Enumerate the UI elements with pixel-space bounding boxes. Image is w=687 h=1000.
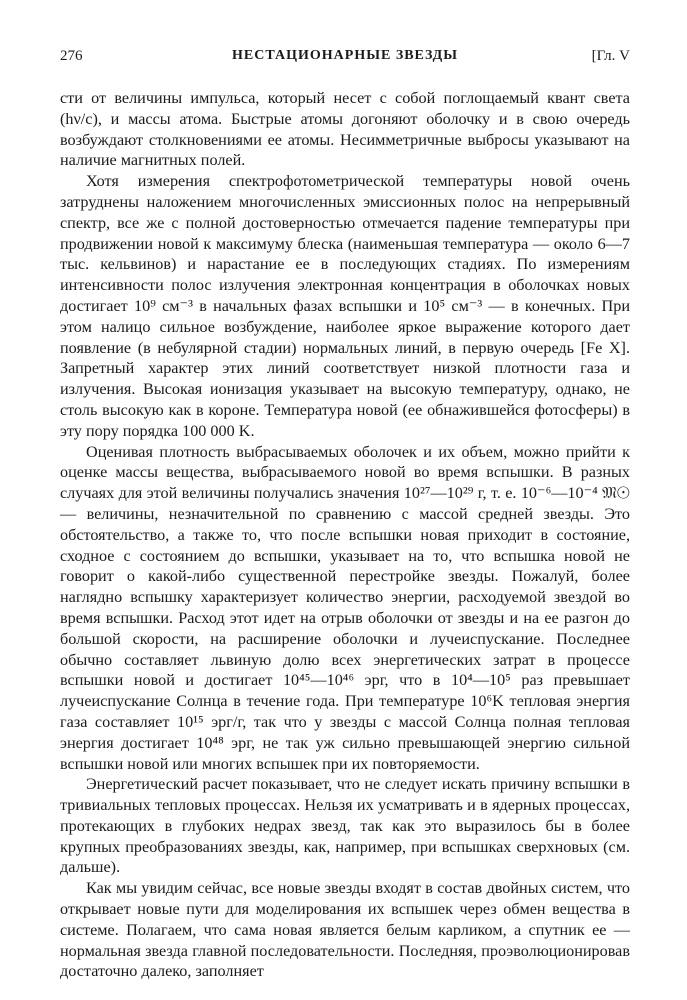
paragraph: Энергетический расчет показывает, что не следует искать причину вспышки в тривиальных тепловых процессах. Нельзя их усматривать и в ядерных процессах, протекающих в глубоких недрах звезд, так как это выразилось бы в более крупных преобразованиях звезды, как, например, при вспышках сверхновых (см. дальше). — [60, 775, 630, 877]
body-text — [60, 88, 630, 982]
running-header — [60, 48, 630, 72]
paragraph: Как мы увидим сейчас, все новые звезды входят в состав двойных систем, что открывает новые пути для моделирования их вспышек через обмен вещества в системе. Полагаем, что сама новая является белым карликом, а спутник ее — нормальная звезда главной последовательности. Последняя, проэволюционировав достаточно далеко, заполняет — [60, 879, 630, 981]
paragraph-continued: сти от величины импульса, который несет с собой поглощаемый квант света (hν/c), и массы атома. Быстрые атомы догоняют оболочку и в свою очередь возбуждают столкновениями ее атомы. Несимметричные выбросы указывают на наличие магнитных полей. — [60, 89, 630, 170]
page-number: 276 — [60, 48, 83, 64]
chapter-marker: [Гл. V — [591, 48, 630, 64]
running-title: НЕСТАЦИОНАРНЫЕ ЗВЕЗДЫ — [232, 48, 458, 63]
paragraph: Оценивая плотность выбрасываемых оболочек и их объем, можно прийти к оценке массы вещества, выбрасываемого новой во время вспышки. В разных случаях для этой величины получались значения 10²⁷—10²⁹ г, т. е. 10⁻⁶—10⁻⁴ 𝔐☉ — величины, незначительной по сравнению с массой средней звезды. Это обстоятельство, а также то, что после вспышки новая приходит в состояние, сходное с состоянием до вспышки, указывает на то, что вспышка новой не говорит о какой-либо существенной перестройке звезды. Пожалуй, более наглядно вспышку характеризует количество энергии, расходуемой звездой во время вспышки. Расход этот идет на отрыв оболочки от звезды и на ее разгон до большой скорости, на расширение оболочки и лучеиспускание. Последнее обычно составляет львиную долю всех энергетических затрат в процессе вспышки новой и достигает 10⁴⁵—10⁴⁶ эрг, что в 10⁴—10⁵ раз превышает лучеиспускание Солнца в течение года. При температуре 10⁶K тепловая энергия газа составляет 10¹⁵ эрг/г, так что у звезды с массой Солнца полная тепловая энергия достигает 10⁴⁸ эрг, не так уж сильно превышающей энергию сильной вспышки новой или многих вспышек при их повторяемости. — [60, 442, 630, 773]
paragraph: Хотя измерения спектрофотометрической температуры новой очень затруднены наложением многочисленных эмиссионных полос на непрерывный спектр, все же с полной достоверностью отмечается падение температуры при продвижении новой к максимуму блеска (наименьшая температура — около 6—7 тыс. кельвинов) и нарастание ее в последующих стадиях. По измерениям интенсивности полос излучения электронная концентрация в оболочках новых достигает 10⁹ см⁻³ в начальных фазах вспышки и 10⁵ см⁻³ — в конечных. При этом налицо сильное возбуждение, наиболее яркое выражение которого дает появление (в небулярной стадии) нормальных линий, в первую очередь [Fe X]. Запретный характер этих линий соответствует низкой плотности газа и излучения. Высокая ионизация указывает на высокую температуру, однако, не столь высокую как в короне. Температура новой (ее обнажившейся фотосферы) в эту пору порядка 100 000 K. — [60, 172, 630, 440]
